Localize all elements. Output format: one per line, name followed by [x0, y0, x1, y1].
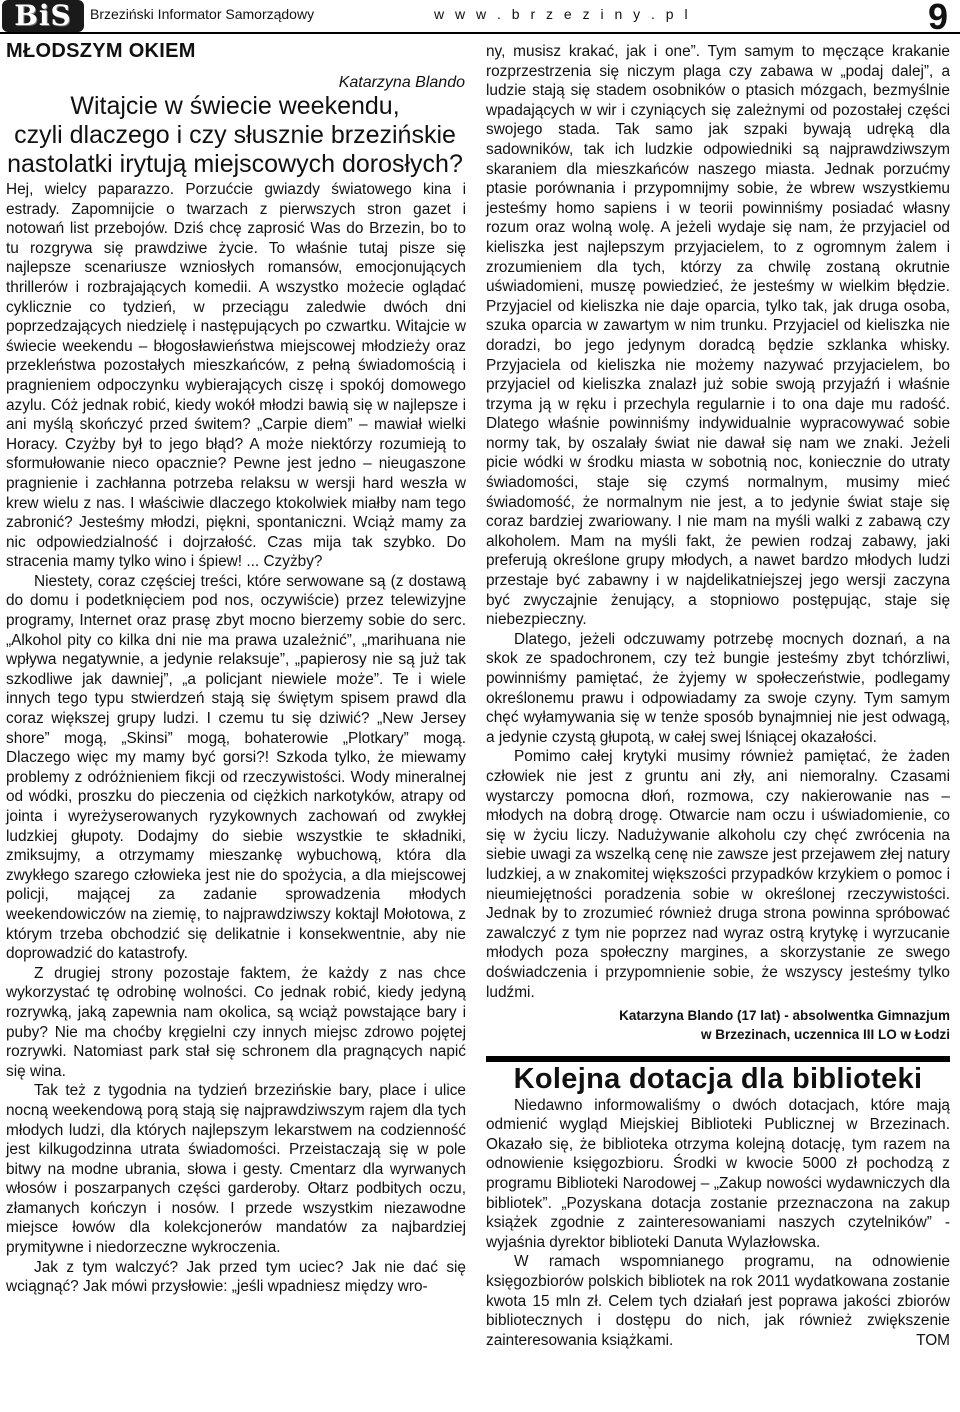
paragraph: Hej, wielcy paparazzo. Porzućcie gwiazdy światowego kina i estrady. Zapomnijcie o twarzach z pierwszych stron gazet i notowań list przebojów. Dziś chcę zaprosić Was do Brzezin, bo to tu rozgrywa się prawdziwe życie. To właśnie tutaj pisze się najlepsze scenariusze wzniosłych romansów, emocjonujących thrillerów i rozbrajających komedii. A wszystko możecie oglądać cyklicznie co tydzień, w przeciągu zaledwie dwóch dni poprzedzających niedzielę i następujących po czwartku. Witajcie w świecie weekendu – błogosławieństwa miejscowej młodzieży oraz przekleństwa pozostałych mieszkańców, z pełną świadomością i pragnieniem odpoczynku wybierających ciszę i spokój domowego azylu. Cóż jednak robić, kiedy wokół młodzi bawią się w najlepsze i ani myślą skończyć przed świtem? „Carpie diem” – mawiał wielki Horacy. Czyżby był to jego błąd? A może niektórzy rozumieją to sformułowanie nieco opacznie? Pewne jest jedno – nieugaszone pragnienie i zachłanna potrzeba relaksu w wersji hard weszła w krew wielu z nas. I właściwie dlaczego ktokolwiek miałby nam tego zabronić? Jesteśmy młodzi, piękni, spontaniczni. Wciąż mamy za nic odpowiedzialność i dojrzałość. Czas mija tak szybko. Do stracenia mamy tylko wino i śpiew! ... Czyżby? — [6, 181, 466, 571]
paragraph: Niedawno informowaliśmy o dwóch dotacjach, które mają odmienić wygląd Miejskiej Biblioteki Publicznej w Brzezinach. Okazało się, że biblioteka otrzyma kolejną dotację, tym razem na odnowienie księgozbioru. Środki w kwocie 5000 zł pochodzą z programu Biblioteki Narodowej – „Zakup nowości wydawniczych dla bibliotek”. „Pozyskana dotacja zostanie przeznaczona na zakup książek zgodnie z zainteresowaniami naszych czytelników” - wyjaśnia dyrektor biblioteki Danuta Wylazłowska. — [486, 1096, 950, 1251]
paragraph: Tak też z tygodnia na tydzień brzezińskie bary, place i ulice nocną weekendową porą stają się najprawdziwszym rajem dla tych młodych ludzi, dla których najlepszym lekarstwem na codzienność jest kilkugodzinna utrata świadomości. Przeistaczają się w pole bitwy na modne ubrania, słowa i gesty. Cmentarz dla wyrwanych włosów i poszarpanych części garderoby. Ołtarz podbitych oczu, złamanych kończyn i nosów. I przede wszystkim niezawodne miejsce łowów dla kolekcjonerów mandatów za najbardziej prymitywne i niedorzeczne wykroczenia. — [6, 1082, 466, 1257]
paragraph: Z drugiej strony pozostaje faktem, że każdy z nas chce wykorzystać tę odrobinę wolności. Co jednak robić, kiedy jedyną rozrywką, jaką zapewnia nam okolica, są wciąż powstające bary i puby? Nie ma choćby kręgielni czy innych miejsc zdrowo pojętej rozrywki. Natomiast park stał się schronem dla pragnących napić się wina. — [6, 964, 466, 1080]
article2-author-tag: TOM — [916, 1331, 950, 1349]
page-number: 9 — [927, 0, 948, 37]
article-author: Katarzyna Blando — [338, 74, 465, 91]
paragraph: Niestety, coraz częściej treści, które serwowane są (z dostawą do domu i podetknięciem pod nos, oczywiście) przez telewizyjne programy, Internet oraz prasę zbyt mocno bierzemy sobie do serc. „Alkohol pity co kilka dni nie ma prawa uzależnić”, „marihuana nie wpływa negatywnie, a jedynie relaksuje”, „papierosy nie są już tak szkodliwe jak dawniej”, „a policjant niewiele może”. Te i wiele innych tego typu stwierdzeń stają się świętym spisem prawd dla coraz większej grupy ludzi. I czemu tu się dziwić? „New Jersey shore” mogą, „Skinsi” mogą, bohaterowie „Plotkary” mogą. Dlaczego więc my mamy być gorsi?! Szkoda tylko, że miewamy problemy z odróżnieniem fikcji od rzeczywistości. Wody mineralnej od wódki, proszku do pieczenia od ciężkich narkotyków, atrapy od jointa i wyreżyserowanych ryzykownych zachowań od zwykłej ludzkiej głupoty. Dodajmy do siebie wszystkie te składniki, zmiksujmy, a otrzymamy mieszankę wybuchową, która dla zwykłego szarego człowieka jest nie do spożycia, a dla miejscowej policji, mającej za zadanie sprowadzenia młodych weekendowiczów na ziemię, to najprawdziwszy koktajl Mołotowa, z którym trzeba obchodzić się delikatnie i konsekwentnie, aby nie doprowadzić do katastrofy. — [6, 572, 466, 963]
bis-logo: BiS — [2, 0, 84, 32]
page-header — [0, 0, 960, 40]
title-line: nastolatki irytują miejscowych dorosłych? — [7, 150, 463, 178]
paragraph: Pomimo całej krytyki musimy również pamiętać, że żaden człowiek nie jest z gruntu ani zły, ani niemoralny. Czasami wystarczy pomocna dłoń, rozmowa, czy nakierowanie nas – młodych na dobrą drogę. Otwarcie nam oczu i uświadomienie, co się w życiu liczy. Nadużywanie alkoholu czy chęć zwrócenia na siebie uwagi za wszelką cenę nie zawsze jest przejawem złej natury ludzkiej, a w znakomitej większości przypadków krzykiem o pomoc i nieumiejętności poradzenia sobie w określonej rzeczywistości. Jednak by to zrozumieć również druga strona powinna spróbować zawalczyć z tym nie poprzez nad wyraz ostrą krytykę i wyrzucanie młodych poza społeczny margines, a skorzystanie ze swego doświadczenia i przypomnienie sobie, że wszyscy jesteśmy tylko ludźmi. — [486, 748, 950, 1001]
article2-title: Kolejna dotacja dla biblioteki — [513, 1063, 923, 1096]
publication-name: Brzeziński Informator Samorządowy — [90, 6, 315, 22]
right-column — [486, 42, 950, 1350]
article-title — [0, 92, 470, 179]
paragraph-last — [486, 1252, 950, 1350]
signature-line: w Brzezinach, uczennica III LO w Łodzi — [700, 1027, 950, 1043]
title-line: czyli dlaczego i czy słusznie brzezińskie — [14, 121, 456, 149]
paragraph: ny, musisz krakać, jak i one”. Tym samym to męczące krakanie rozprzestrzenia się niczym plaga czy zabawa w „podaj dalej”, a ludzie stają się stadem osobników o ptasich mózgach, bezmyślnie wpadających w wir i czyniących się zależnymi od pozostałej części swojego stada. Tak samo jak szpaki bywają udręką dla sadowników, tak ich ludzkie odpowiedniki są najprawdziwszym skaraniem dla mieszkańców naszego miasta. Jednak porzućmy ptasie porównania i przypomnijmy sobie, że wbrew wszystkiemu jesteśmy homo sapiens i w teorii powinniśmy posiadać własny rozum oraz wolną wolę. A jeżeli wydaje się nam, że przyjaciel od kieliszka jest najlepszym przyjacielem, to z ogromnym żalem i zrozumieniem dla tych, którzy za chwilę zostaną okrutnie uświadomieni, muszę powiedzieć, że jesteśmy w wielkim błędzie. Przyjaciel od kieliszka nie daje oparcia, tylko tak, jak druga osoba, szuka oparcia w zawartym w nim trunku. Przyjaciel od kieliszka nie doradzi, bo jego jedynym doradcą będzie szklanka whisky. Przyjaciela od kieliszka nie możemy nazywać przyjacielem, bo przyjaciel od kieliszka znalazł już sobie swoją przyjaźń i właśnie trzyma ją w ręku i przechyla regularnie i to ona daje mu radość. Dlatego właśnie powinniśmy indywidualnie wypracowywać sobie normy tak, by oszalały świat nie dawał się nam we znaki. Jeżeli picie wódki w środku miasta w sobotnią noc, koniecznie do utraty świadomości, staje się czymś normalnym, musimy mieć świadomość, że normalnym nie jest, a to jedynie świat staje się coraz bardziej zwariowany. I nie mam na myśli walki z zabawą czy alkoholem. Mam na myśli fakt, że pewien rodzaj zabawy, jaki preferują określone grupy młodych, a nawet bardzo młodych ludzi przestaje być zabawny i w najdelikatniejszej jego wersji zaczyna być zwyczajnie żenujący, a stopniowo postępując, staje się niebezpieczny. — [486, 43, 950, 629]
section-title: MŁODSZYM OKIEM — [6, 40, 196, 62]
paragraph-text: W ramach wspomnianego programu, na odnowienie księgozbiorów polskich bibliotek na rok 2011 wydatkowana zostanie kwota 15 mln zł. Celem tych działań jest poprawa jakości zbiorów bibliotecznych i dostępu do nich, jak również zwiększenie zainteresowania książkami. — [486, 1253, 950, 1349]
left-column — [6, 180, 466, 1297]
paragraph: Jak z tym walczyć? Jak przed tym uciec? Jak nie dać się wciągnąć? Jak mówi przysłowie: „jeśli wpadniesz między wro- — [6, 1258, 466, 1296]
signature-line: Katarzyna Blando (17 lat) - absolwentka Gimnazjum — [619, 1008, 950, 1024]
paragraph: Dlatego, jeżeli odczuwamy potrzebę mocnych doznań, a na skok ze spadochronem, czy też bungie jesteśmy zbyt tchórzliwi, powinniśmy pamiętać, że żyjemy w społeczeństwie, podlegamy określonemu prawu i odpowiadamy za swoje czyny. Tym samym chęć wyłamywania się w tenże sposób bynajmniej nie jest odwagą, a jedynie czystą głupotą, w całej swej lśniącej okazałości. — [486, 630, 950, 746]
article-divider — [486, 1056, 950, 1062]
header-divider — [0, 32, 960, 34]
title-line: Witajcie w świecie weekendu, — [70, 92, 400, 120]
website-url: w w w . b r z e z i n y . p l — [434, 6, 692, 22]
author-signature — [486, 1006, 950, 1044]
